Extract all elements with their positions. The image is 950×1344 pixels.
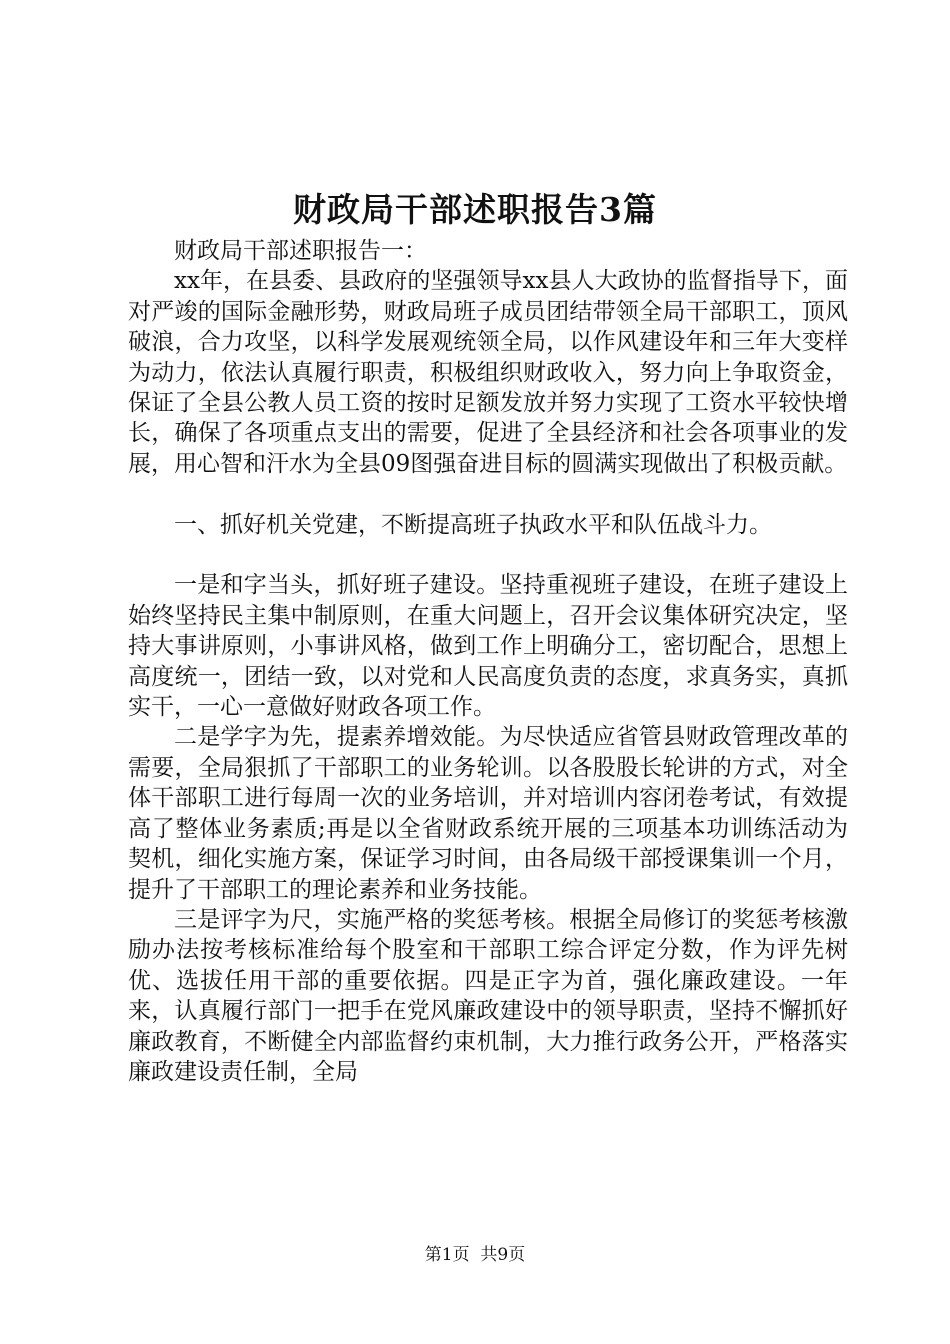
document-body	[128, 236, 848, 1087]
paragraph-point-three: 三是评字为尺，实施严格的奖惩考核。根据全局修订的奖惩考核激励办法按考核标准给每个股室和干部职工综合评定分数，作为评先树优、选拔任用干部的重要依据。四是正字为首，强化廉政建设。一年来，认真履行部门一把手在党风廉政建设中的领导职责，坚持不懈抓好廉政教育，不断健全内部监督约束机制，大力推行政务公开，严格落实廉政建设责任制，全局	[128, 906, 848, 1085]
paragraph-spacer	[128, 479, 848, 509]
paragraph-report-heading: 财政局干部述职报告一：	[174, 238, 427, 264]
paragraph-intro: xx年，在县委、县政府的坚强领导xx县人大政协的监督指导下，面对严竣的国际金融形势，财政局班子成员团结带领全局干部职工，顶风破浪，合力攻坚，以科学发展观统领全局，以作风建设年和三年大变样为动力，依法认真履行职责，积极组织财政收入，努力向上争取资金，保证了全县公教人员工资的按时足额发放并努力实现了工资水平较快增长，确保了各项重点支出的需要，促进了全县经济和社会各项事业的发展，用心智和汗水为全县09图强奋进目标的圆满实现做出了积极贡献。	[128, 268, 848, 477]
paragraph-point-one: 一是和字当头，抓好班子建设。坚持重视班子建设，在班子建设上始终坚持民主集中制原则，在重大问题上，召开会议集体研究决定，坚持大事讲原则，小事讲风格，做到工作上明确分工，密切配合，思想上高度统一，团结一致，以对党和人民高度负责的态度，求真务实，真抓实干，一心一意做好财政各项工作。	[128, 572, 848, 721]
page-number: 第1页	[424, 1245, 470, 1265]
paragraph-section-heading: 一、抓好机关党建，不断提高班子执政水平和队伍战斗力。	[174, 511, 772, 538]
document-title: 财政局干部述职报告3篇	[293, 190, 657, 229]
page-footer	[0, 1244, 950, 1266]
paragraph-spacer	[128, 540, 848, 570]
page-total: 共9页	[480, 1245, 526, 1265]
paragraph-point-two: 二是学字为先，提素养增效能。为尽快适应省管县财政管理改革的需要，全局狠抓了干部职工的业务轮训。以各股股长轮讲的方式，对全体干部职工进行每周一次的业务培训，并对培训内容闭卷考试，有效提高了整体业务素质;再是以全省财政系统开展的三项基本功训练活动为契机，细化实施方案，保证学习时间，由各局级干部授课集训一个月，提升了干部职工的理论素养和业务技能。	[128, 724, 848, 903]
